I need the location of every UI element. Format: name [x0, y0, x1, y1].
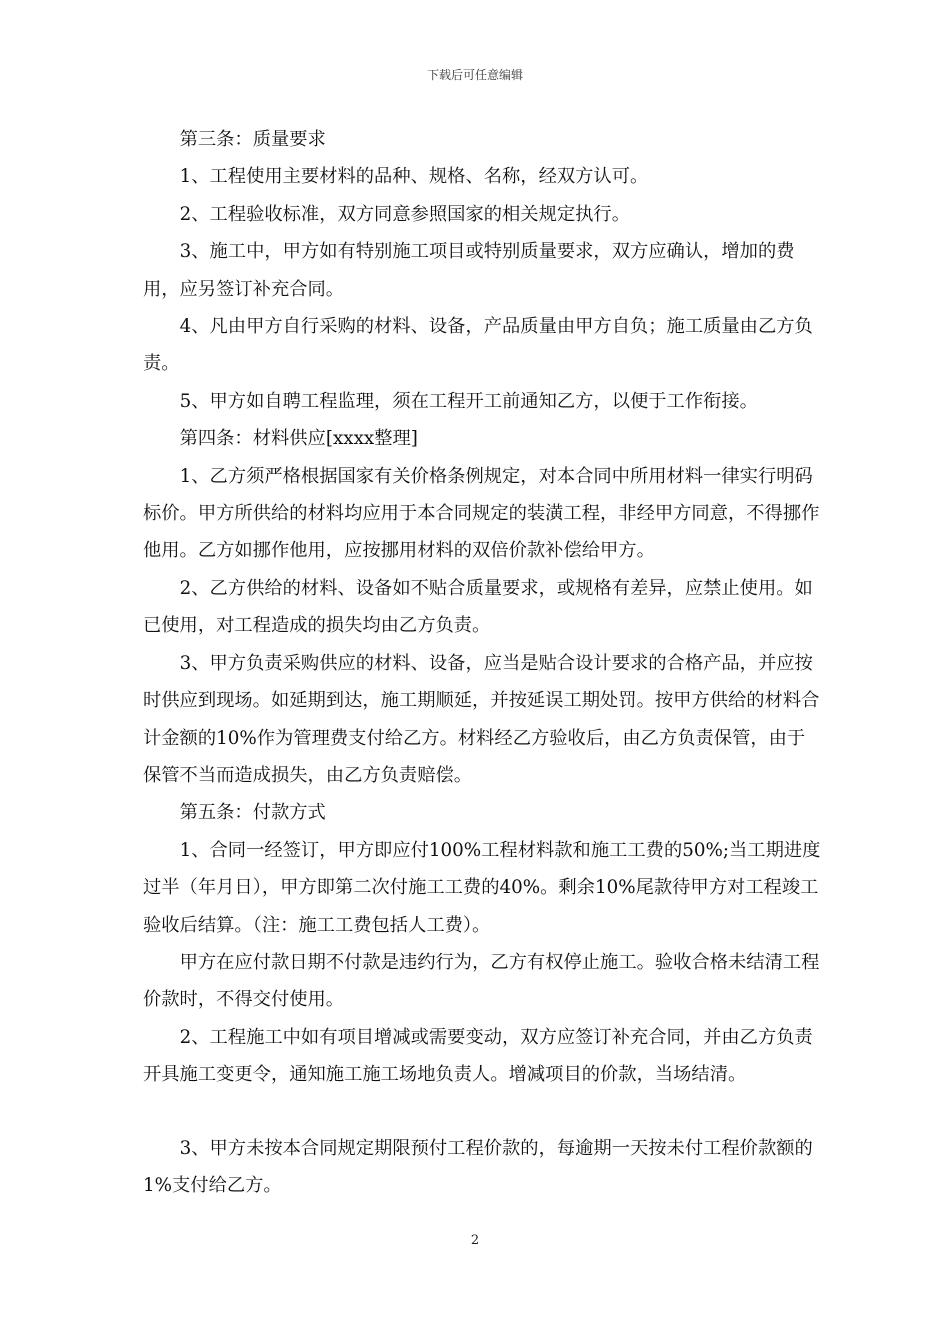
paragraph: 3、甲方负责采购供应的材料、设备，应当是贴合设计要求的合格产品，并应按时供应到现场。如延期到达，施工期顺延，并按延误工期处罚。按甲方供给的材料合计金额的10%作为管理费支付给乙方。材料经乙方验收后，由乙方负责保管，由于保管不当而造成损失，由乙方负责赔偿。	[143, 652, 820, 786]
paragraph: 1、合同一经签订，甲方即应付100%工程材料款和施工工费的50%;当工期进度过半（年月日），甲方即第二次付施工工费的40%。剩余10%尾款待甲方对工程竣工验收后结算。（注：施工工费包括人工费）。	[143, 839, 821, 936]
paragraph: 1、乙方须严格根据国家有关价格条例规定，对本合同中所用材料一律实行明码标价。甲方所供给的材料均应用于本合同规定的装潢工程，非经甲方同意，不得挪作他用。乙方如挪作他用，应按挪用材料的双倍价款补偿给甲方。	[143, 465, 820, 562]
section-heading-3: 第三条：质量要求	[179, 129, 326, 150]
paragraph: 3、施工中，甲方如有特别施工项目或特别质量要求，双方应确认，增加的费用，应另签订补充合同。	[143, 241, 795, 300]
paragraph: 2、工程验收标准，双方同意参照国家的相关规定执行。	[179, 203, 630, 225]
document-body	[143, 121, 823, 1204]
section-heading-4: 第四条：材料供应[xxxx整理]	[179, 428, 418, 450]
paragraph: 2、乙方供给的材料、设备如不贴合质量要求，或规格有差异，应禁止使用。如已使用，对工程造成的损失均由乙方负责。	[143, 577, 813, 637]
paragraph: 甲方在应付款日期不付款是违约行为，乙方有权停止施工。验收合格未结清工程价款时，不得交付使用。	[143, 951, 820, 1011]
section-heading-5: 第五条：付款方式	[179, 802, 326, 824]
paragraph: 3、甲方未按本合同规定期限预付工程价款的，每逾期一天按未付工程价款额的1%支付给乙方。	[143, 1137, 813, 1196]
paragraph: 5、甲方如自聘工程监理，须在工程开工前通知乙方，以便于工作衔接。	[179, 390, 758, 412]
page-header: 下载后可任意编辑	[426, 68, 523, 82]
paragraph: 2、工程施工中如有项目增减或需要变动，双方应签订补充合同，并由乙方负责开具施工变更令，通知施工施工场地负责人。增减项目的价款，当场结清。	[143, 1026, 813, 1086]
paragraph: 4、凡由甲方自行采购的材料、设备，产品质量由甲方自负；施工质量由乙方负责。	[143, 316, 813, 375]
page-number: 2	[470, 1233, 480, 1248]
paragraph: 1、工程使用主要材料的品种、规格、名称，经双方认可。	[179, 166, 649, 188]
